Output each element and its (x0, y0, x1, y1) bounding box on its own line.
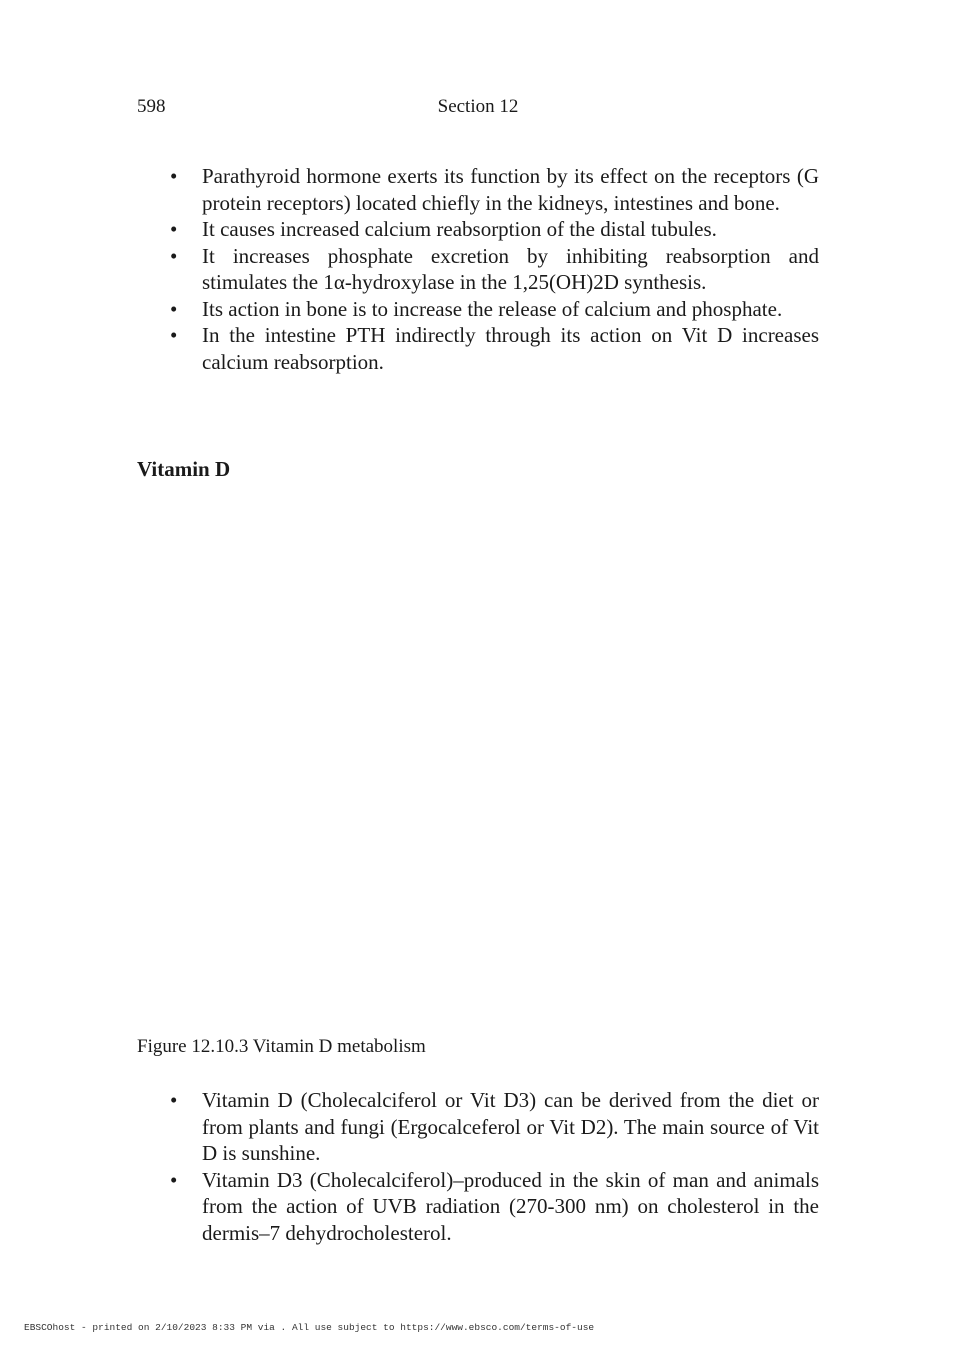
vitamin-d-bullet-list (137, 1087, 819, 1246)
bullet-icon: • (170, 1167, 178, 1192)
page-number: 598 (137, 96, 166, 117)
list-item: • Its action in bone is to increase the release of calcium and phosphate. (170, 296, 783, 321)
list-item: • Parathyroid hormone exerts its function by its effect on the receptors (G protein receptors) located chiefly in the kidneys, intestines and bone. (170, 164, 819, 215)
print-footer: EBSCOhost - printed on 2/10/2023 8:33 PM via . All use subject to https://www.ebsco.com/terms-of-use (24, 1322, 595, 1333)
bullet-icon: • (170, 296, 178, 321)
list-item: • In the intestine PTH indirectly through its action on Vit D increases calcium reabsorption. (170, 323, 819, 374)
figure-placeholder (137, 495, 819, 1020)
list-item: • Vitamin D3 (Cholecalciferol)–produced in the skin of man and animals from the action of UVB radiation (270-300 nm) on cholesterol in the dermis–7 dehydrocholesterol. (170, 1167, 819, 1245)
bullet-icon: • (170, 217, 178, 241)
section-title: Section 12 (437, 96, 519, 117)
bullet-icon: • (170, 1088, 178, 1112)
section-heading-vitamin-d: Vitamin D (137, 457, 231, 481)
bullet-icon: • (170, 164, 178, 188)
pth-bullet-list (137, 163, 819, 375)
list-item: • It increases phosphate excretion by inhibiting reabsorption and stimulates the 1α-hydroxylase in the 1,25(OH)2D synthesis. (170, 243, 819, 294)
bullet-icon: • (170, 323, 178, 347)
list-item: • Vitamin D (Cholecalciferol or Vit D3) can be derived from the diet or from plants and fungi (Ergocalceferol or Vit D2). The main source of Vit D is sunshine. (170, 1088, 819, 1165)
list-item: • It causes increased calcium reabsorption of the distal tubules. (170, 217, 717, 241)
page-header (137, 96, 819, 122)
bullet-icon: • (170, 243, 178, 268)
figure-caption: Figure 12.10.3 Vitamin D metabolism (137, 1036, 426, 1057)
